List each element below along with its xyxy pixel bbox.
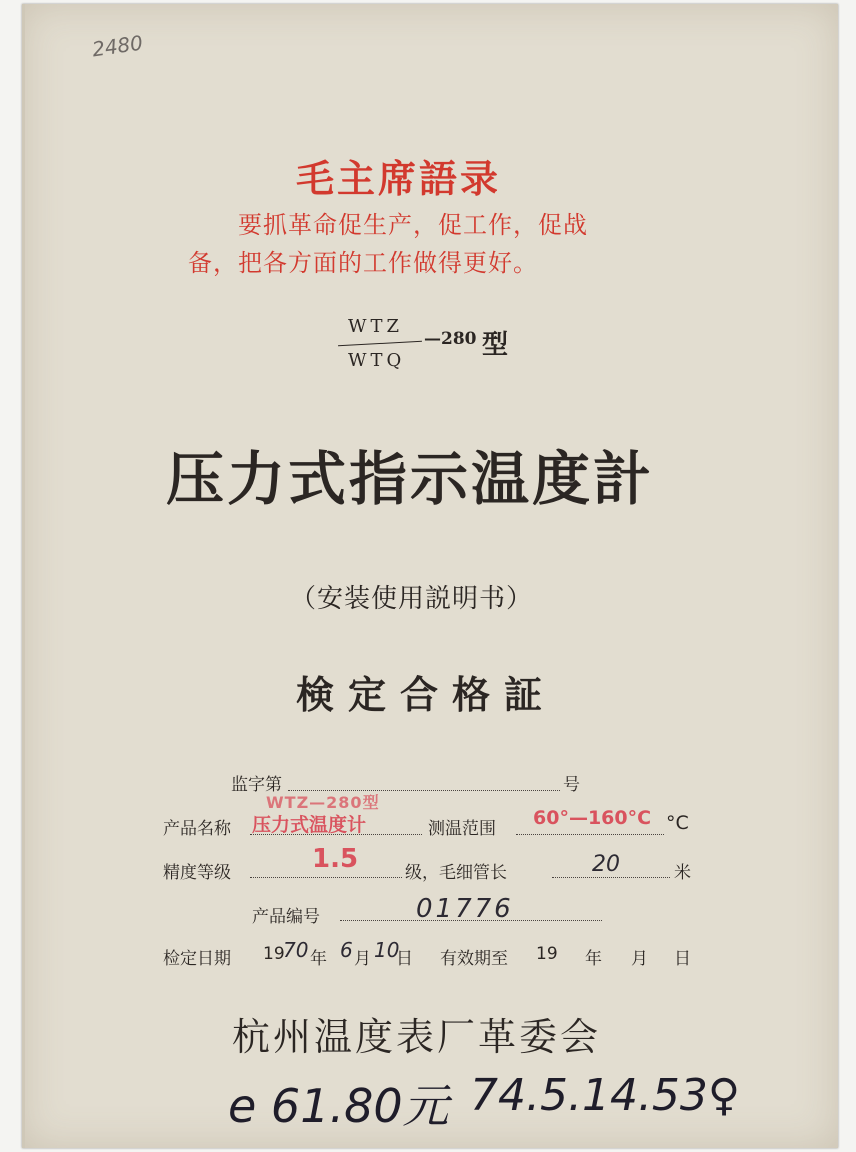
label-range: 测温范围: [428, 819, 496, 839]
product-name-stamp-top: WTZ—280型: [266, 793, 380, 812]
model-denominator: WTQ: [348, 350, 406, 371]
date-year-handwritten: 70: [283, 938, 309, 962]
date-year-prefix: 19: [263, 944, 285, 964]
quote-title: 毛主席語录: [296, 157, 502, 201]
label-jiandi: 监字第: [231, 775, 282, 795]
model-numerator: WTZ: [348, 316, 404, 337]
page-edge: [22, 4, 25, 1148]
date-day-handwritten: 10: [374, 938, 400, 962]
valid-year-prefix: 19: [536, 944, 558, 964]
handwritten-note-left: e 61.80元: [228, 1079, 449, 1133]
date-day-char: 日: [396, 949, 413, 969]
date-month-handwritten: 6: [340, 938, 353, 962]
capillary-value-handwritten: 20: [592, 852, 620, 877]
valid-month-char: 月: [631, 949, 648, 969]
fill-line-accuracy: [250, 877, 402, 878]
fill-line-product-name: [250, 834, 422, 835]
handwritten-note-right: 74.5.14.53♀: [470, 1070, 741, 1121]
document-subtitle: （安装使用説明书）: [290, 584, 534, 614]
document-title: 压力式指示温度計: [166, 445, 655, 513]
valid-year-char: 年: [585, 949, 602, 969]
quote-line-1: 要抓革命促生产，促工作，促战: [238, 211, 588, 239]
serial-value-handwritten: 01776: [416, 894, 514, 924]
model-number: —280: [424, 329, 477, 349]
label-valid-until: 有效期至: [440, 949, 508, 969]
certificate-title: 検定合格証: [296, 672, 557, 717]
fill-line-serial: [340, 920, 602, 921]
range-value-stamp: 60°—160°C: [533, 807, 652, 829]
issuer-name: 杭州温度表厂革委会: [232, 1015, 602, 1059]
model-type-char: 型: [482, 330, 509, 360]
pencil-note: 2480: [90, 30, 145, 62]
label-product-name: 产品名称: [163, 819, 231, 839]
label-accuracy: 精度等级: [163, 863, 231, 883]
label-jiandi-suffix: 号: [563, 775, 580, 795]
valid-day-char: 日: [674, 949, 691, 969]
fill-line-range: [516, 834, 664, 835]
quote-line-2: 备，把各方面的工作做得更好。: [188, 249, 538, 277]
accuracy-value-stamp: 1.5: [312, 844, 359, 874]
label-range-unit: °C: [666, 812, 689, 834]
label-accuracy-unit: 级，毛细管长: [405, 863, 507, 883]
product-name-stamp: 压力式温度计: [252, 814, 367, 836]
label-serial: 产品编号: [252, 907, 320, 927]
label-capillary-unit: 米: [674, 863, 691, 883]
date-month-char: 月: [354, 949, 371, 969]
label-date: 检定日期: [163, 949, 231, 969]
date-year-char: 年: [310, 949, 327, 969]
fill-line-capillary: [552, 877, 670, 878]
